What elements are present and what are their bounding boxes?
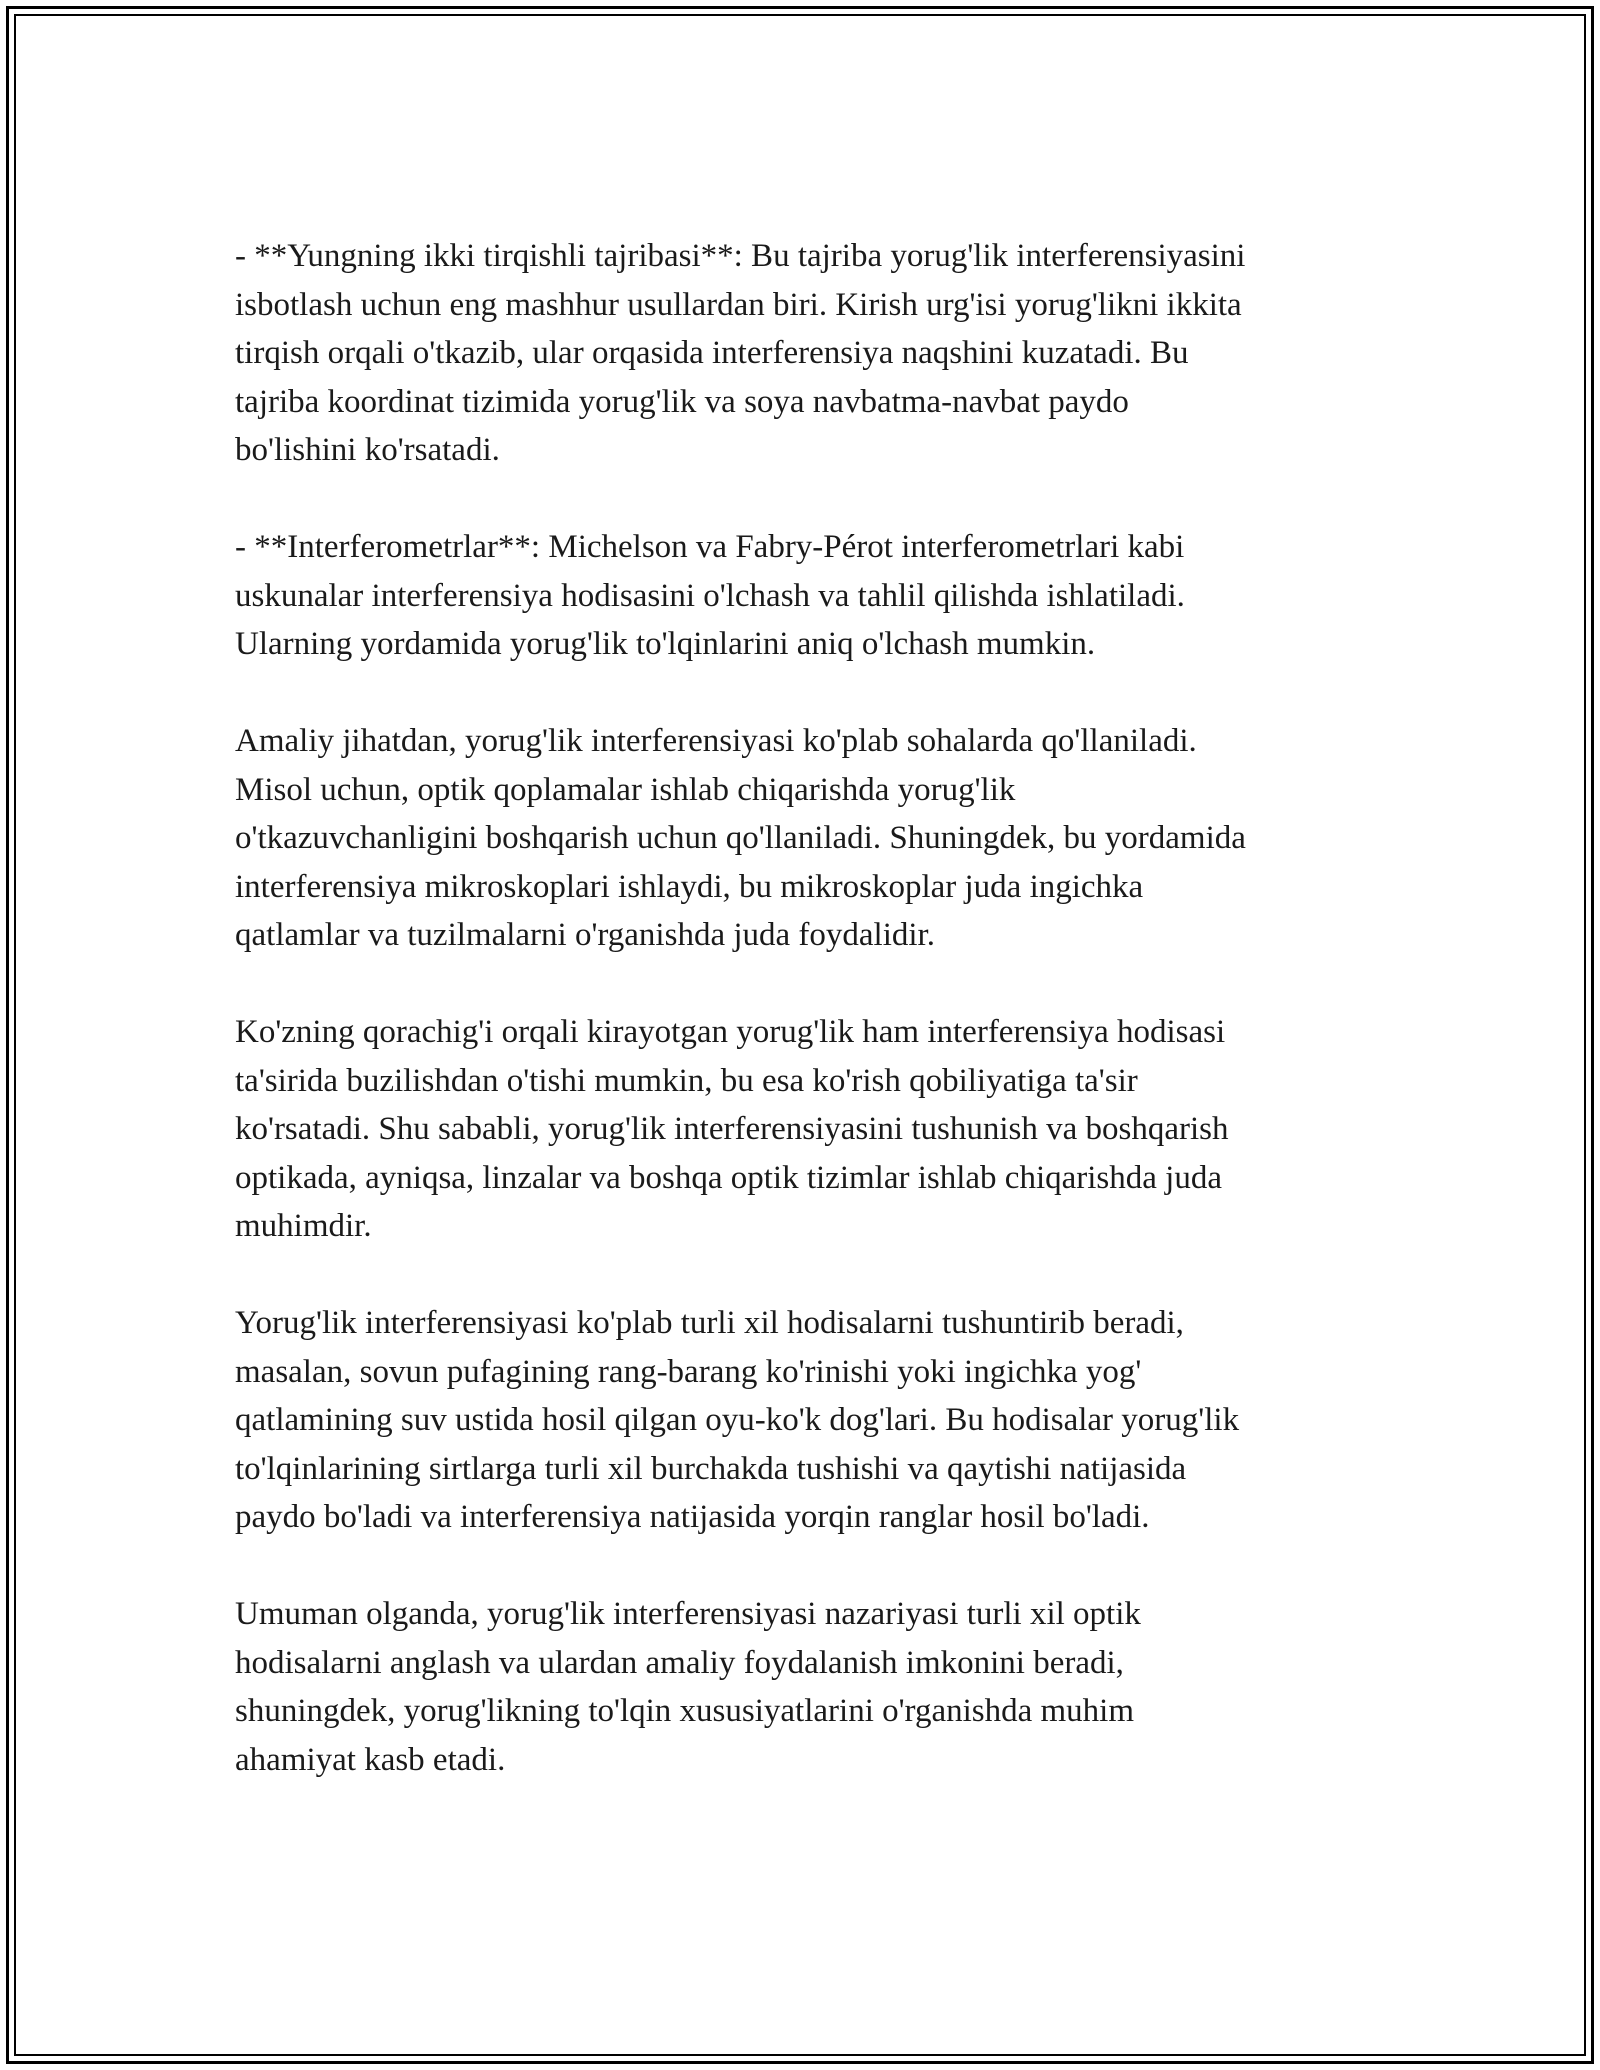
paragraph-practical-applications: Amaliy jihatdan, yorug'lik interferensiyasi ko'plab sohalarda qo'llaniladi. Misol uchun, optik qoplamalar ishlab chiqarishda yorug'lik o'tkazuvchanligini boshqarish uchun qo'llaniladi. Shuningdek, bu yordamida interferensiya mikroskoplari ishlaydi, bu mikroskoplar juda ingichka qatlamlar va tuzilmalarni o'rganishda juda foydalidir. xyxy=(235,723,1246,953)
paragraph-eye-pupil: Ko'zning qorachig'i orqali kirayotgan yorug'lik ham interferensiya hodisasi ta'sirida buzilishdan o'tishi mumkin, bu esa ko'rish qobiliyatiga ta'sir ko'rsatadi. Shu sababli, yorug'lik interferensiyasini tushunish va boshqarish optikada, ayniqsa, linzalar va boshqa optik tizimlar ishlab chiqarishda juda muhimdir. xyxy=(235,1014,1229,1244)
paragraph-natural-phenomena: Yorug'lik interferensiyasi ko'plab turli xil hodisalarni tushuntirib beradi, masalan, sovun pufagining rang-barang ko'rinishi yoki ingichka yog' qatlamining suv ustida hosil qilgan oyu-ko'k dog'lari. Bu hodisalar yorug'lik to'lqinlarining sirtlarga turli xil burchakda tushishi va qaytishi natijasida paydo bo'ladi va interferensiya natijasida yorqin ranglar hosil bo'ladi. xyxy=(235,1305,1240,1535)
document-body xyxy=(235,232,1385,1784)
paragraph-conclusion: Umuman olganda, yorug'lik interferensiyasi nazariyasi turli xil optik hodisalarni anglash va ulardan amaliy foydalanish imkonini beradi, shuningdek, yorug'likning to'lqin xususiyatlarini o'rganishda muhim ahamiyat kasb etadi. xyxy=(235,1596,1141,1778)
paragraph-interferometers: - **Interferometrlar**: Michelson va Fabry-Pérot interferometrlari kabi uskunalar interferensiya hodisasini o'lchash va tahlil qilishda ishlatiladi. Ularning yordamida yorug'lik to'lqinlarini aniq o'lchash mumkin. xyxy=(235,529,1185,662)
paragraph-young-double-slit: - **Yungning ikki tirqishli tajribasi**: Bu tajriba yorug'lik interferensiyasini isbotlash uchun eng mashhur usullardan biri. Kirish urg'isi yorug'likni ikkita tirqish orqali o'tkazib, ular orqasida interferensiya naqshini kuzatadi. Bu tajriba koordinat tizimida yorug'lik va soya navbatma-navbat paydo bo'lishini ko'rsatadi. xyxy=(235,238,1246,468)
